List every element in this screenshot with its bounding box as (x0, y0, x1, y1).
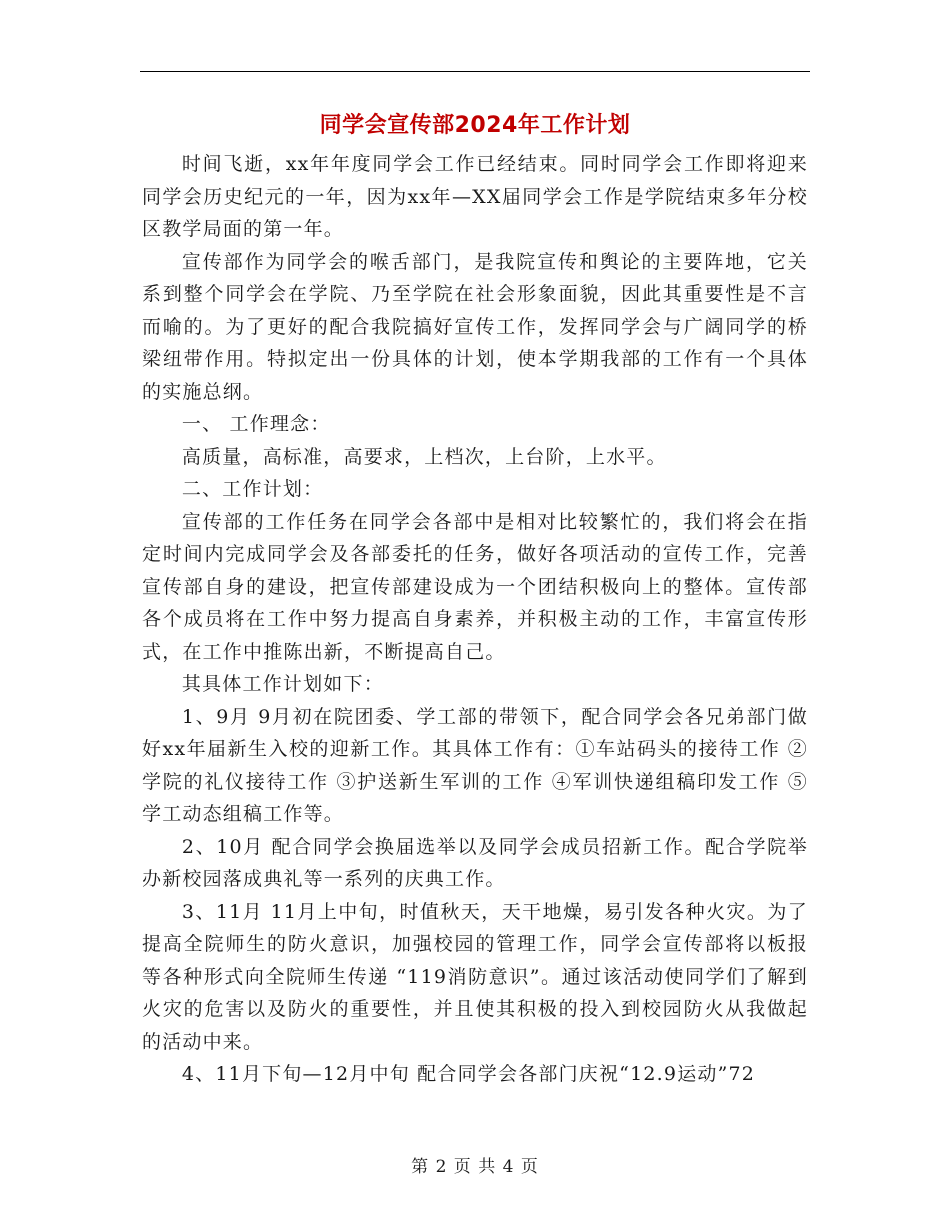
list-item: 4、11月下旬—12月中旬 配合同学会各部门庆祝“12.9运动”72 (181, 1063, 756, 1085)
paragraph: 高质量，高标准，高要求，上档次，上台阶，上水平。 (181, 445, 667, 468)
paragraph: 其具体工作计划如下： (181, 673, 384, 695)
paragraph: 宣传部的工作任务在同学会各部中是相对比较繁忙的，我们将会在指定时间内完成同学会及各部委托的任务，做好各项活动的宣传工作，完善宣传部自身的建设，把宣传部建设成为一个团结积极向上的整体。宣传部各个成员将在工作中努力提高自身素养，并积极主动的工作，丰富宣传形式，在工作中推陈出新，不断提高自己。 (142, 510, 808, 663)
document-title: 同学会宣传部2024年工作计划 (319, 113, 631, 138)
header-rule (140, 71, 810, 72)
list-item: 1、9月 9月初在院团委、学工部的带领下，配合同学会各兄弟部门做好xx年届新生入校的迎新工作。其具体工作有：①车站码头的接待工作 ②学院的礼仪接待工作 ③护送新生军训的工作 ④军训快递组稿印发工作 ⑤学工动态组稿工作等。 (142, 705, 808, 825)
section-heading: 二、工作计划： (181, 478, 324, 500)
list-item: 2、10月 配合同学会换届选举以及同学会成员招新工作。配合学院举办新校园落成典礼等一系列的庆典工作。 (142, 835, 808, 890)
section-heading: 一、 工作理念： (181, 413, 331, 435)
paragraph: 宣传部作为同学会的喉舌部门，是我院宣传和舆论的主要阵地，它关系到整个同学会在学院、乃至学院在社会形象面貌，因此其重要性是不言而喻的。为了更好的配合我院搞好宣传工作，发挥同学会与广阔同学的桥梁纽带作用。特拟定出一份具体的计划，使本学期我部的工作有一个具体的实施总纲。 (142, 250, 808, 403)
page-number: 第 2 页 共 4 页 (411, 1157, 539, 1177)
list-item: 3、11月 11月上中旬，时值秋天，天干地燥，易引发各种火灾。为了提高全院师生的防火意识，加强校园的管理工作，同学会宣传部将以板报等各种形式向全院师生传递 “119消防意识”。通过该活动使同学们了解到火灾的危害以及防火的重要性，并且使其积极的投入到校园防火从我做起的活动中来。 (142, 900, 808, 1053)
paragraph: 时间飞逝，xx年年度同学会工作已经结束。同时同学会工作即将迎来同学会历史纪元的一年，因为xx年—XX届同学会工作是学院结束多年分校区教学局面的第一年。 (142, 153, 808, 240)
document-body (142, 148, 808, 1091)
